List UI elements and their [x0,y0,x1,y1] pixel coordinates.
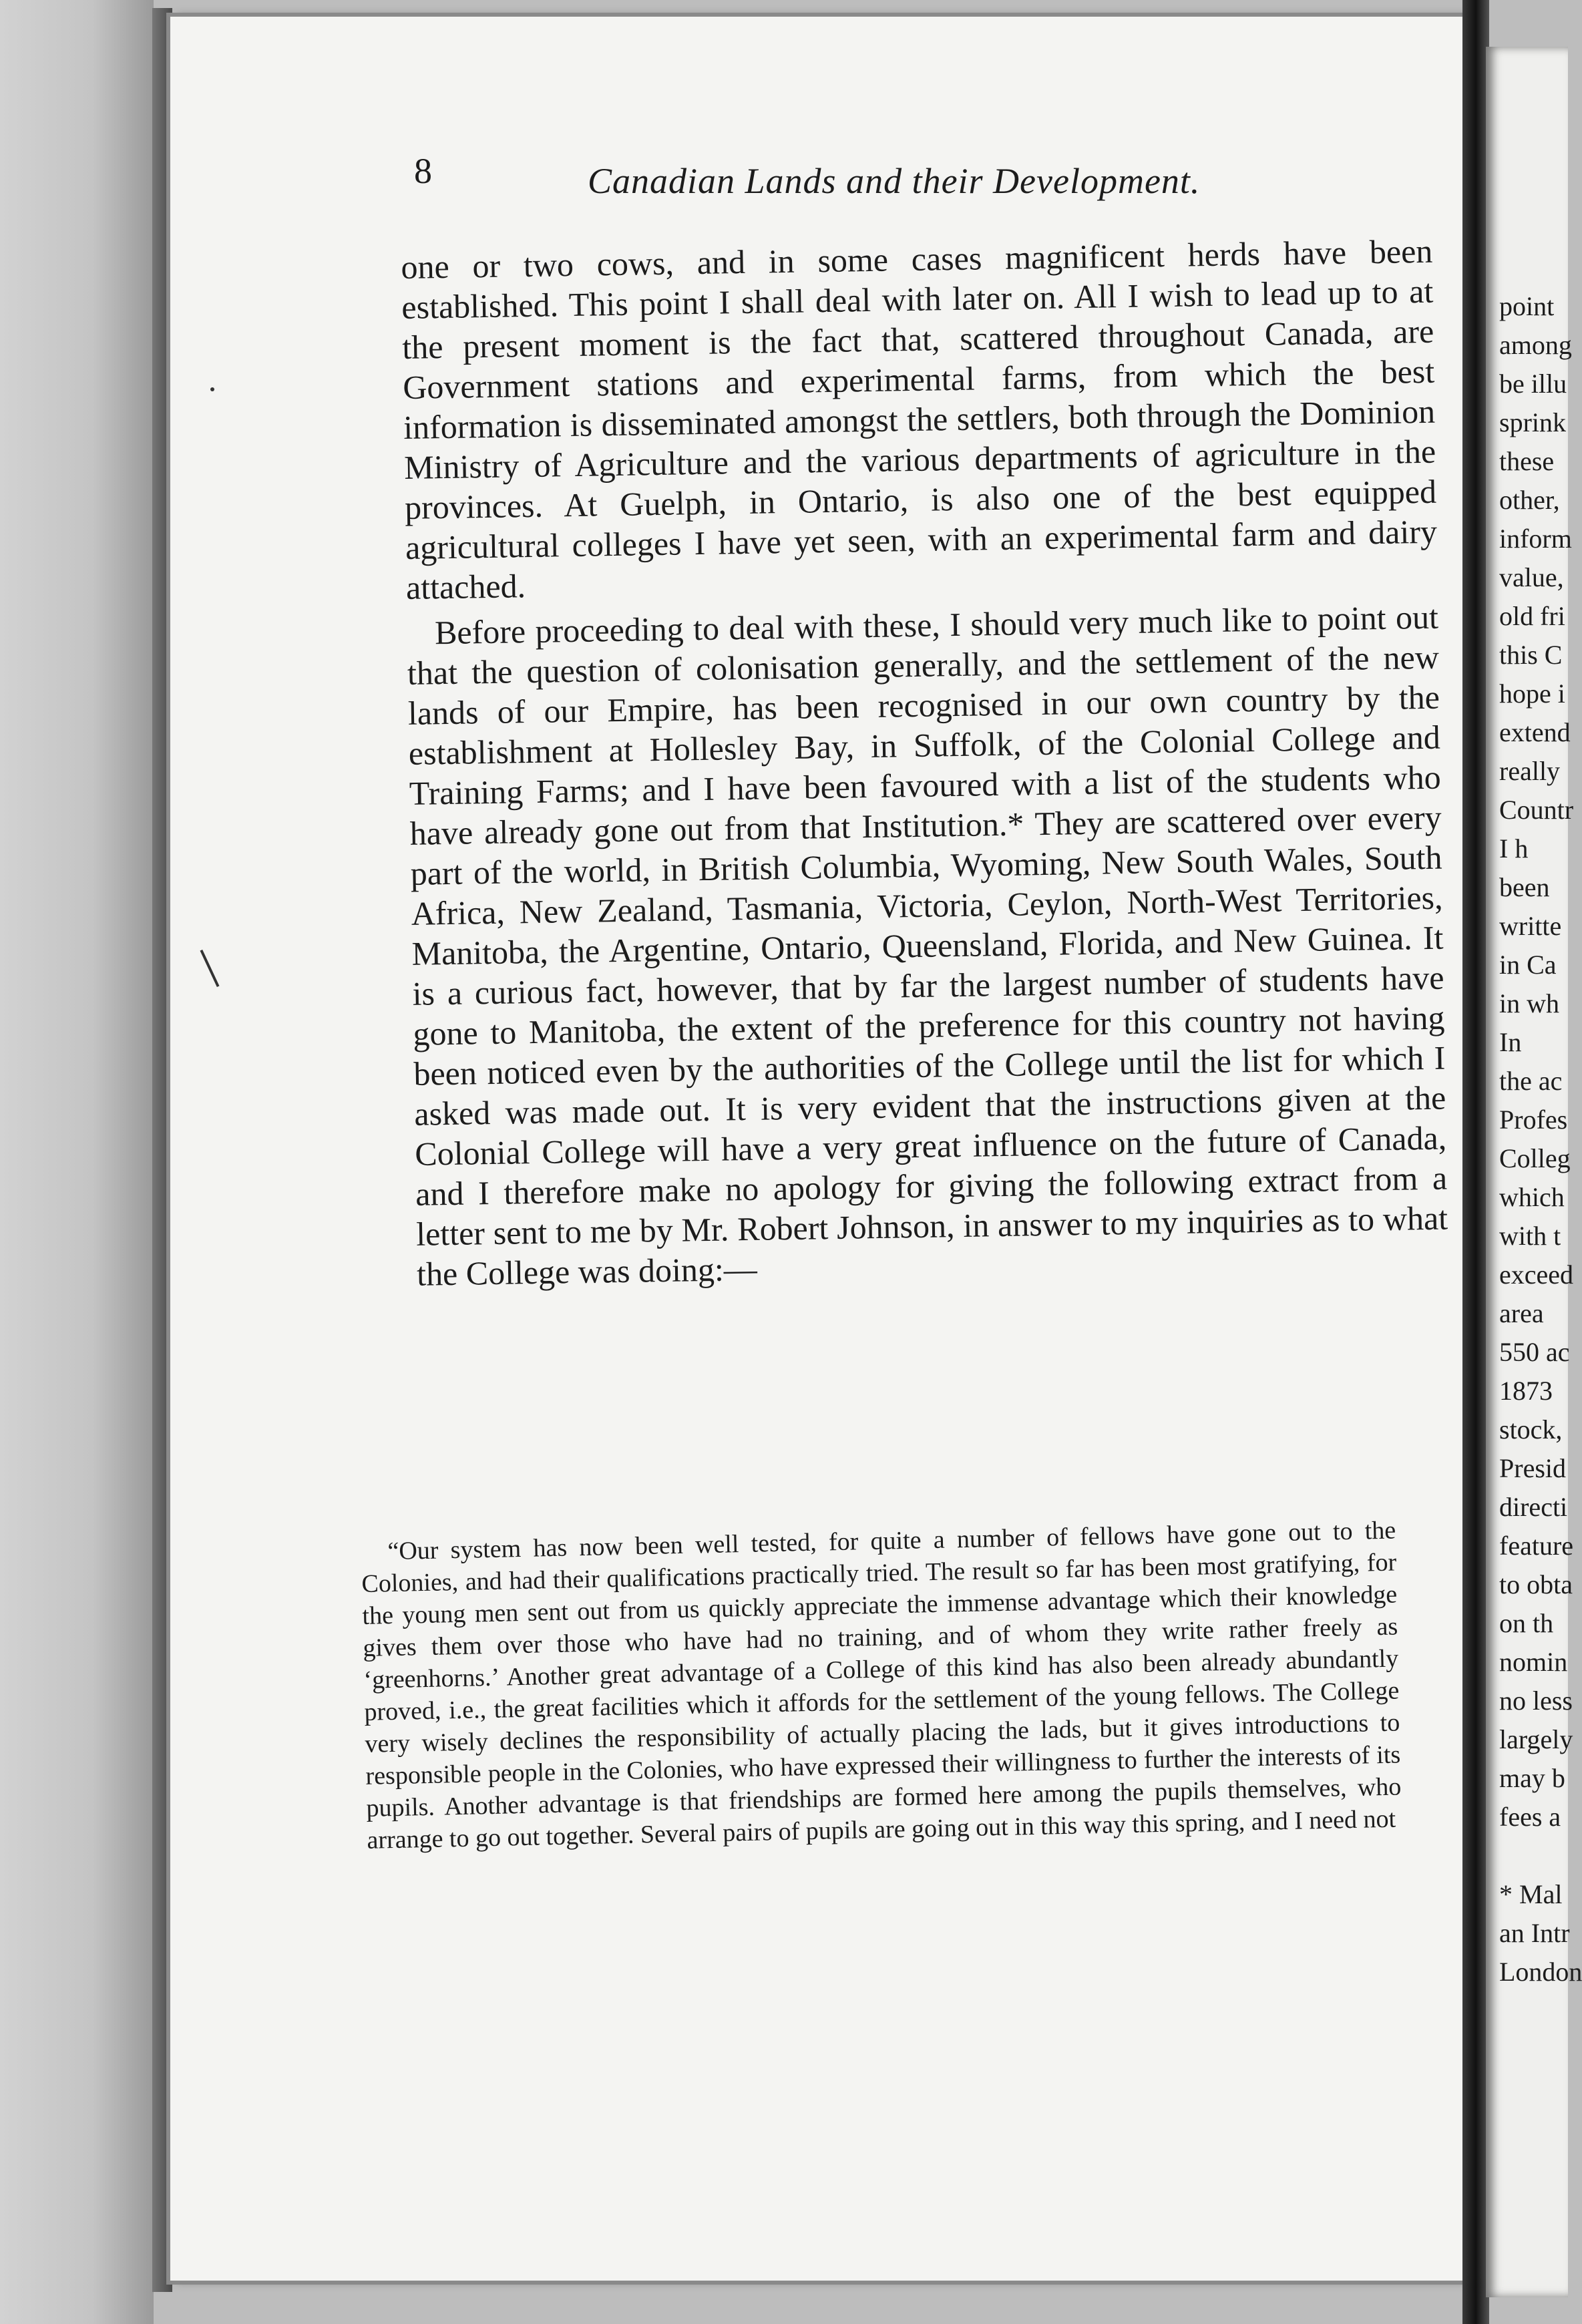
adjacent-page-line: other, [1499,485,1560,515]
adjacent-page-line: I h [1499,833,1529,863]
adjacent-page-line: In [1499,1027,1522,1057]
adjacent-page-line: directi [1499,1492,1568,1522]
adjacent-page-line: area [1499,1298,1544,1328]
adjacent-page-line: no less [1499,1686,1573,1716]
adjacent-page-line: on th [1499,1608,1554,1638]
adjacent-page-line: nomin [1499,1647,1568,1677]
adjacent-page-line: extend [1499,717,1571,747]
adjacent-page-line: Colleg [1499,1143,1571,1173]
adjacent-page-line: 1873 [1499,1376,1553,1406]
adjacent-page-line: largely [1499,1724,1573,1754]
adjacent-page-line: among [1499,330,1572,360]
adjacent-page-line: exceed [1499,1260,1574,1290]
adjacent-page-line: in Ca [1499,950,1557,980]
adjacent-page-line: be illu [1499,369,1567,399]
adjacent-page-line: feature [1499,1531,1574,1561]
adjacent-page-lines [1499,287,1582,1991]
adjacent-page-line: writte [1499,911,1562,941]
page-number: 8 [414,151,432,191]
adjacent-page-line: * Mal [1499,1879,1563,1909]
adjacent-page-line: which [1499,1182,1565,1212]
adjacent-page-line: value, [1499,562,1564,592]
adjacent-page-line: really [1499,756,1561,786]
body-paragraph-1: one or two cows, and in some cases magnificent herds have been established. This point I shall deal with later on. All I wish to lead up to at the present moment is the fact that, scattered throughout Canada, are Government stations and experimental farms, from which the best information is disseminated amongst the settlers, both through the Dominion Ministry of Agriculture and the various departments of agriculture in the provinces. At Guelph, in Ontario, is also one of the best equipped agricultural colleges I have yet seen, with an experimental farm and dairy attached. [401,232,1438,606]
adjacent-page-line: 550 ac [1499,1337,1570,1367]
book-gutter [1462,0,1489,2324]
adjacent-page-line: inform [1499,524,1572,554]
adjacent-page-line: in wh [1499,988,1559,1018]
adjacent-page-line: old fri [1499,601,1565,631]
quote-text: “Our system has now been well tested, for quite a number of fellows have gone out to the Colonies, and had their qualifications practically tried. The result so far has been most gratifying, for the young men sent out from us quickly appreciate the immense advantage which their knowledge gives them over those who have had no training, and of whom they write rather freely as ‘greenhorns.’ Another great advantage of a College of this kind has also been already abundantly proved, i.e., the great facilities which it affords for the settlement of the young fellows. The College very wisely declines the responsibility of actually placing the lads, but it gives introductions to responsible people in the Colonies, who have expressed their willingness to further the interests of its pupils. Another advantage is that friendships are formed here among the pupils themselves, who arrange to go out together. Several pairs of pupils are going out in this way this spring, and I need not [361,1516,1402,1855]
adjacent-page [1486,47,1582,2297]
adjacent-page-line: Profes [1499,1105,1568,1135]
adjacent-page-line: to obta [1499,1569,1573,1599]
adjacent-page-line: point [1499,291,1555,321]
scan-speck [210,387,214,391]
adjacent-page-line: Countr [1499,795,1574,825]
body-paragraph-2: Before proceeding to deal with these, I should very much like to point out that the question of colonisation generally, and the settlement of the new lands of our Empire, has been recognised in our own country by the establishment at Hollesley Bay, in Suffolk, of the Colonial College and Training Farms; and I have been favoured with a list of the students who have already gone out from that Institution.* They are scattered over every part of the world, in British Columbia, Wyoming, New South Wales, South Africa, New Zealand, Tasmania, Victoria, Ceylon, North-West Territories, Manitoba, the Argentine, Ontario, Queensland, Florida, and New Guinea. It is a curious fact, however, that by far the largest number of students have gone to Manitoba, the extent of the preference for this country not having been noticed even by the authorities of the College until the list for which I asked was made out. It is very evident that the instructions given at the Colonial College will have a very great influence on the future of Canada, and I therefore make no apology for giving the following extract from a letter sent to me by Mr. Robert Johnson, in answer to my inquiries as to what the College was doing:— [407,598,1448,1293]
adjacent-page-line: stock, [1499,1414,1563,1444]
adjacent-page-line: the ac [1499,1066,1563,1096]
scan-left-margin [0,0,154,2324]
adjacent-page-line: with t [1499,1221,1561,1251]
page-edge-shadow [152,8,172,2292]
adjacent-page-line: sprink [1499,407,1566,437]
adjacent-page-line: fees a [1499,1802,1561,1832]
adjacent-page-line: an Intr [1499,1918,1570,1948]
body-text [401,231,1449,1300]
adjacent-page-line: may b [1499,1763,1565,1793]
quoted-letter [361,1515,1402,1857]
running-head: Canadian Lands and their Development. [588,161,1201,201]
adjacent-page-line: this C [1499,640,1563,670]
adjacent-page-line: London [1499,1957,1582,1987]
adjacent-page-line: hope i [1499,679,1565,709]
adjacent-page-line [1499,1836,1582,1875]
adjacent-page-line: Presid [1499,1453,1566,1483]
adjacent-page-line: these [1499,446,1555,476]
adjacent-page-line: been [1499,872,1550,902]
